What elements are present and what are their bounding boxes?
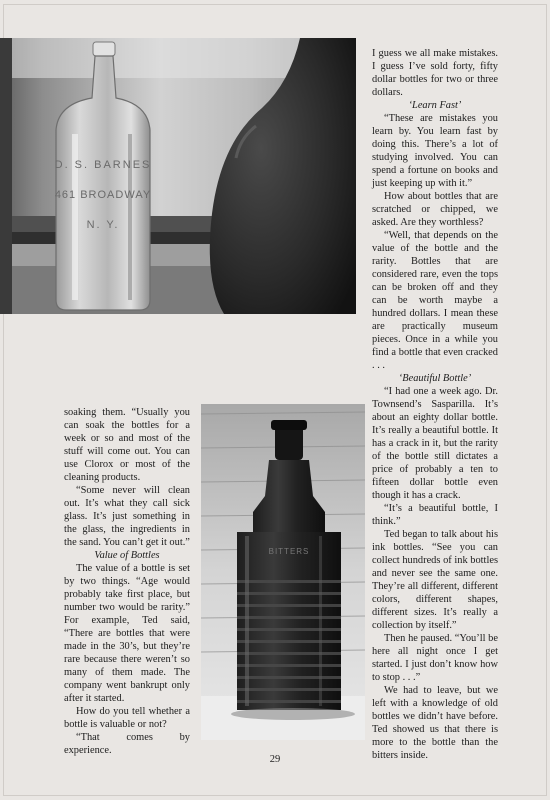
left-paragraph-1: soaking them. “Usually you can soak the bottles for a week or so and most of the stuff will come out. You can use Clorox or most of the cleaning products. [64,407,190,483]
subheading-beautiful-bottle: ‘Beautiful Bottle’ [398,373,472,384]
left-paragraph-3: The value of a bottle is set by two things. “Age would probably take first place, but number two would be rarity.” For example, Ted said, “There are bottles that were made in the 30’s, but they’re rare because there weren’t so many of them made. The company went bankrupt only after it started. [64,563,190,704]
bottle-embossing-bitters: BITTERS [268,547,310,556]
bottle-embossing-line1: D. S. BARNES [54,159,152,171]
subheading-learn-fast: ‘Learn Fast’ [408,100,462,111]
left-paragraph-4: How do you tell whether a bottle is valuable or not? [64,706,190,730]
photo-bitters-bottle-image [201,404,365,740]
page-number: 29 [269,754,281,765]
article-column-right [372,47,498,762]
subheading-value-of-bottles: Value of Bottles [94,550,160,561]
right-paragraph-1: I guess we all make mistakes. I guess I’ve sold forty, fifty dollar bottles for two or three dollars. [372,48,498,98]
left-paragraph-5: “That comes by experience. [64,732,190,756]
right-paragraph-8: Then he paused. “You’ll be here all night once I get started. I just don’t know how to stop . . .” [372,633,498,683]
photo-clear-bottle [0,38,356,314]
article-column-left [64,406,190,757]
right-paragraph-3: How about bottles that are scratched or chipped, we asked. Are they worthless? [372,191,498,228]
bottle-embossing-line3: N. Y. [86,219,120,231]
bottle-embossing-line2: 461 BROADWAY [54,189,152,201]
photo-bitters-bottle [201,404,365,740]
right-paragraph-9: We had to leave, but we left with a knowledge of old bottles we didn’t have before. Ted showed us that there is more to the bottle than the bitters inside. [372,685,498,761]
photo-clear-bottle-image [0,38,356,314]
right-paragraph-4: “Well, that depends on the value of the bottle and the rarity. Bottles that are considered rare, even the tops can be broken off and they can be worth maybe a hundred dollars. I mean these are practically museum pieces. Once in a while you find a bottle that even cracked . . . [372,230,498,371]
left-paragraph-2: “Some never will clean out. It’s what they call sick glass. It’s just something in the glass, the ingredients in the sand. You can’t get it out.” [64,485,190,548]
right-paragraph-6: “It’s a beautiful bottle, I think.” [372,503,498,527]
right-paragraph-7: Ted began to talk about his ink bottles. “See you can collect hundreds of ink bottles and never see the same one. They’re all different, different colors, different shapes, different sizes. It’s really a collection by itself.” [372,529,498,631]
right-paragraph-5: “I had one a week ago. Dr. Townsend’s Sasparilla. It’s about an eighty dollar bottle. It’s really a beautiful bottle. It has a crack in it, but the rarity of the bottle still dictates a price of probably a ten to fifteen dollar bottle even though it has a crack. [372,386,498,501]
right-paragraph-2: “These are mistakes you learn by. You learn fast by doing this. There’s a lot of studying involved. You can spend a fortune on books and just keeping up with it.” [372,113,498,189]
